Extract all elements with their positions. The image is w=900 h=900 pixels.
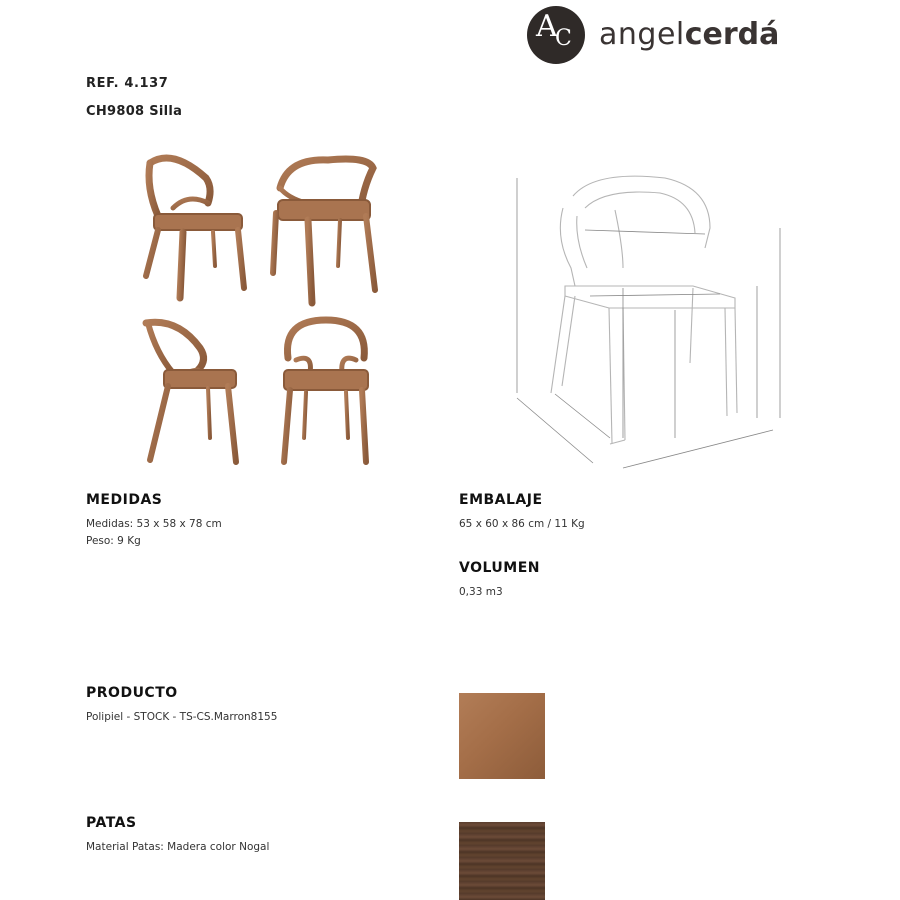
brand-mark-icon: [527, 6, 585, 64]
brand-mark-letter-c: C: [555, 26, 572, 51]
producto-description: Polipiel - STOCK - TS-CS.Marron8155: [86, 711, 278, 723]
volumen-value: 0,33 m3: [459, 586, 503, 598]
chair-photo-front-left: [146, 158, 244, 298]
chair-technical-drawing: [505, 168, 795, 473]
reference-number: REF. 4.137: [86, 76, 169, 91]
brand-mark-letter-a: A: [536, 9, 558, 44]
chair-photos: [128, 148, 398, 473]
medidas-heading: MEDIDAS: [86, 492, 163, 508]
brand-name-light: angel: [599, 17, 685, 52]
medidas-weight: Peso: 9 Kg: [86, 535, 141, 547]
leather-swatch: [459, 693, 545, 779]
patas-description: Material Patas: Madera color Nogal: [86, 841, 270, 853]
brand-name: [599, 18, 779, 52]
brand-logo: [527, 4, 827, 66]
chair-photo-side: [146, 322, 236, 462]
dimension-lines: [517, 178, 780, 468]
patas-heading: PATAS: [86, 815, 137, 831]
brand-name-bold: cerdá: [684, 17, 780, 52]
embalaje-dimensions: 65 x 60 x 86 cm / 11 Kg: [459, 518, 585, 530]
volumen-heading: VOLUMEN: [459, 560, 540, 576]
chair-photo-front: [284, 320, 368, 462]
chair-photo-rear-right: [273, 159, 375, 303]
model-name: CH9808 Silla: [86, 104, 183, 119]
producto-heading: PRODUCTO: [86, 685, 178, 701]
wood-swatch: [459, 822, 545, 900]
medidas-dimensions: Medidas: 53 x 58 x 78 cm: [86, 518, 222, 530]
chair-outline: [551, 176, 737, 444]
embalaje-heading: EMBALAJE: [459, 492, 543, 508]
